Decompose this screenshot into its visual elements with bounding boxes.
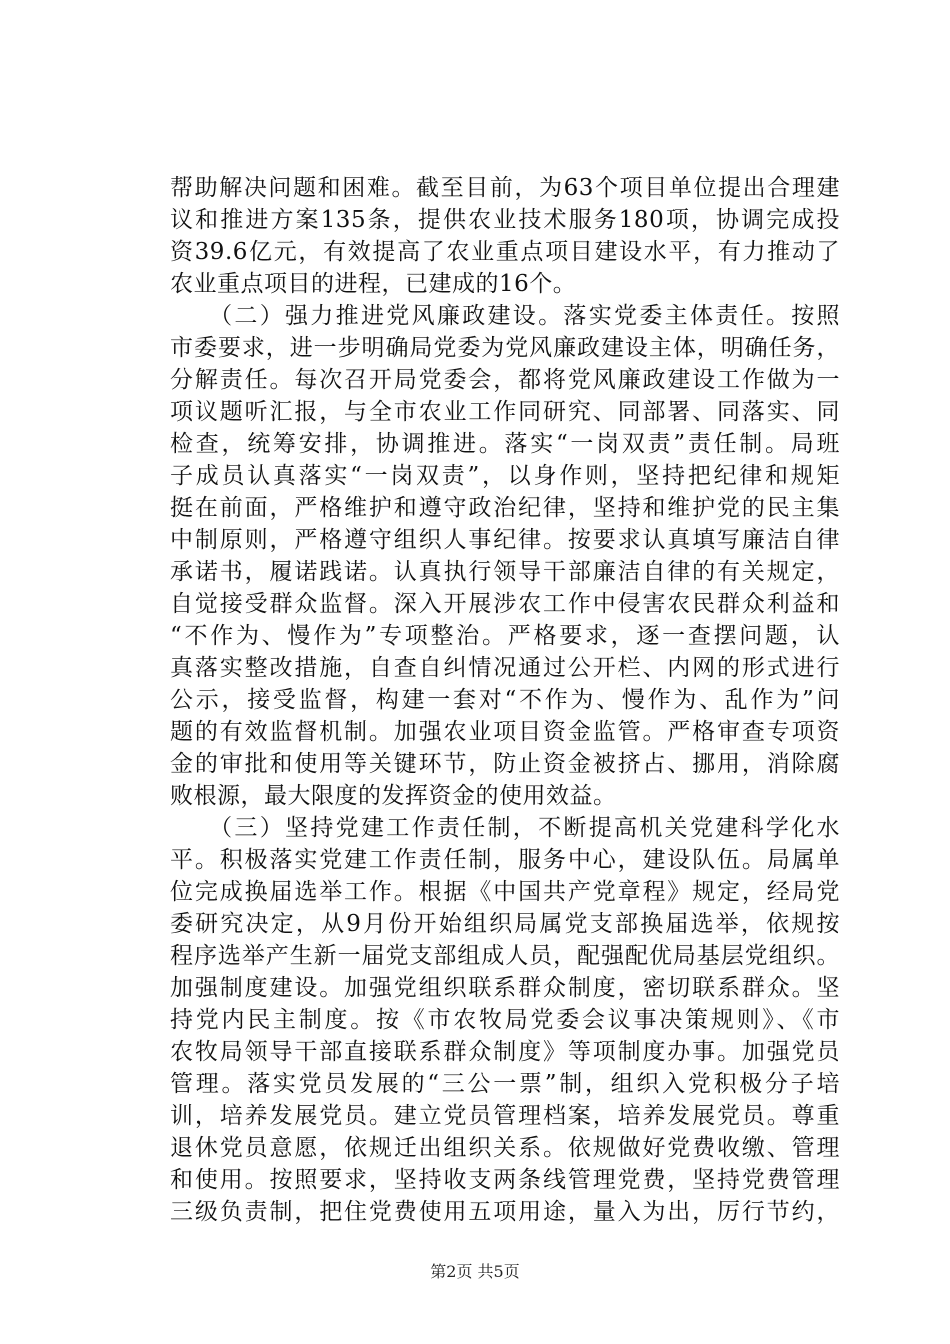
text-line: 资39.6亿元，有效提高了农业重点项目建设水平，有力推动了	[170, 239, 840, 265]
text-line: 位完成换届选举工作。根据《中国共产党章程》规定，经局党	[170, 879, 840, 905]
text-line: 和使用。按照要求，坚持收支两条线管理党费，坚持党费管理	[170, 1167, 840, 1193]
text-line: 退休党员意愿，依规迁出组织关系。依规做好党费收缴、管理	[170, 1135, 840, 1161]
text-line: 中制原则，严格遵守组织人事纪律。按要求认真填写廉洁自律	[170, 527, 840, 553]
text-line: 自觉接受群众监督。深入开展涉农工作中侵害农民群众利益和	[170, 591, 840, 617]
text-line: 加强制度建设。加强党组织联系群众制度，密切联系群众。坚	[170, 975, 840, 1001]
body-text	[170, 172, 840, 1228]
text-line: 三级负责制，把住党费使用五项用途，量入为出，厉行节约，	[170, 1199, 840, 1225]
text-line: 委研究决定，从9月份开始组织局属党支部换届选举，依规按	[170, 911, 840, 937]
text-line: （二）强力推进党风廉政建设。落实党委主体责任。按照	[170, 303, 840, 329]
text-line: 训，培养发展党员。建立党员管理档案，培养发展党员。尊重	[170, 1103, 840, 1129]
text-line: 承诺书，履诺践诺。认真执行领导干部廉洁自律的有关规定，	[170, 559, 840, 585]
page-number-footer: 第2页 共5页	[430, 1262, 520, 1281]
text-line: 项议题听汇报，与全市农业工作同研究、同部署、同落实、同	[170, 399, 840, 425]
text-line: 程序选举产生新一届党支部组成人员，配强配优局基层党组织。	[170, 943, 840, 969]
text-line: 检查，统筹安排，协调推进。落实“一岗双责”责任制。局班	[170, 431, 840, 457]
text-line: 子成员认真落实“一岗双责”，以身作则，坚持把纪律和规矩	[170, 463, 840, 489]
text-line: 分解责任。每次召开局党委会，都将党风廉政建设工作做为一	[170, 367, 840, 393]
text-line: 议和推进方案135条，提供农业技术服务180项，协调完成投	[170, 207, 840, 233]
text-line: 真落实整改措施，自查自纠情况通过公开栏、内网的形式进行	[170, 655, 840, 681]
text-line: 农业重点项目的进程，已建成的16个。	[170, 271, 577, 297]
text-line: 帮助解决问题和困难。截至目前，为63个项目单位提出合理建	[170, 175, 840, 201]
text-line: 管理。落实党员发展的“三公一票”制，组织入党积极分子培	[170, 1071, 840, 1097]
text-line: 挺在前面，严格维护和遵守政治纪律，坚持和维护党的民主集	[170, 495, 840, 521]
text-line: 公示，接受监督，构建一套对“不作为、慢作为、乱作为”问	[170, 687, 840, 713]
text-line: 市委要求，进一步明确局党委为党风廉政建设主体，明确任务，	[170, 335, 840, 361]
text-line: 平。积极落实党建工作责任制，服务中心，建设队伍。局属单	[170, 847, 840, 873]
text-line: 持党内民主制度。按《市农牧局党委会议事决策规则》、《市	[170, 1007, 840, 1033]
text-line: 农牧局领导干部直接联系群众制度》等项制度办事。加强党员	[170, 1039, 840, 1065]
text-line: “不作为、慢作为”专项整治。严格要求，逐一查摆问题，认	[170, 623, 840, 649]
text-line: （三）坚持党建工作责任制，不断提高机关党建科学化水	[170, 815, 840, 841]
text-line: 题的有效监督机制。加强农业项目资金监管。严格审查专项资	[170, 719, 840, 745]
text-line: 败根源，最大限度的发挥资金的使用效益。	[170, 783, 617, 809]
text-line: 金的审批和使用等关键环节，防止资金被挤占、挪用，消除腐	[170, 751, 840, 777]
